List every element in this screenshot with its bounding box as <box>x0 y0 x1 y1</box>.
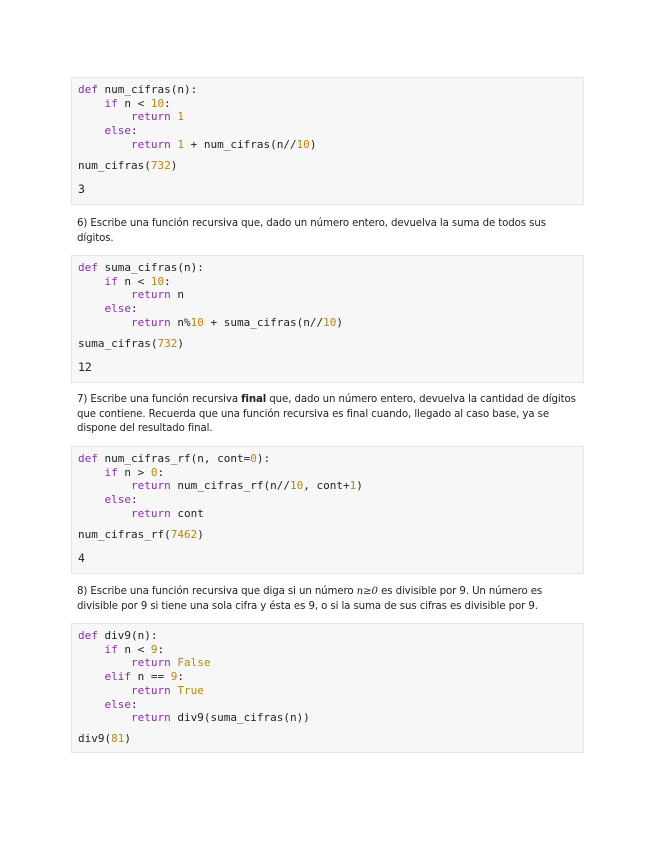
code-token: ) <box>177 336 184 350</box>
code-token <box>78 110 131 123</box>
code-keyword: def <box>78 261 98 274</box>
code-token: : <box>157 465 165 479</box>
code-line <box>78 732 131 745</box>
code-token <box>78 288 131 301</box>
code-token: ) <box>336 315 343 329</box>
code-keyword: else <box>104 493 131 507</box>
code-token: : <box>131 124 138 138</box>
code-line <box>78 507 204 520</box>
code-literal: 9 <box>170 670 178 684</box>
code-literal: 732 <box>150 158 171 172</box>
code-keyword: return <box>130 137 171 151</box>
code-line <box>78 698 138 711</box>
code-token: : <box>131 493 138 507</box>
code-token: ) <box>170 158 178 172</box>
exercise-8-text-a: 8) Escribe una función recursiva que diga si un número <box>77 586 357 597</box>
code-token: num_cifras_rf(n// <box>170 479 290 493</box>
cell-output: 12 <box>78 360 92 375</box>
code-line <box>78 261 204 274</box>
code-keyword: return <box>130 711 171 725</box>
code-token: cont <box>170 506 204 520</box>
code-token <box>78 670 105 683</box>
exercise-8-statement <box>77 585 577 614</box>
code-token: n <box>170 288 184 302</box>
code-token <box>78 124 105 137</box>
code-keyword: return <box>130 110 171 124</box>
code-call[interactable] <box>72 159 583 173</box>
code-token <box>78 316 131 329</box>
code-token <box>78 138 131 151</box>
code-keyword: if <box>104 642 118 656</box>
code-keyword: else <box>104 124 131 138</box>
code-token: ): <box>256 452 271 465</box>
code-line <box>78 316 343 329</box>
code-cell-div9[interactable] <box>71 623 584 753</box>
code-line <box>78 110 184 123</box>
code-line <box>78 466 164 479</box>
code-literal: 10 <box>150 274 165 288</box>
code-line <box>78 493 138 506</box>
code-token: ) <box>309 137 317 151</box>
code-token <box>78 493 105 506</box>
code-keyword: if <box>104 96 118 110</box>
code-cell-suma-cifras[interactable] <box>71 255 584 383</box>
code-keyword: return <box>130 315 171 329</box>
code-block[interactable] <box>72 624 583 725</box>
code-keyword: def <box>78 83 98 96</box>
code-literal: 1 <box>177 137 184 151</box>
code-token <box>78 643 105 656</box>
code-token: num_cifras( <box>78 158 151 172</box>
code-block[interactable] <box>72 78 583 152</box>
code-token: : <box>131 697 138 711</box>
exercise-7-text-b: que, dado un número entero, devuelva la cantidad de dígitos que contiene. Recuerda que una función recursiva es final cuando, llegado al caso base, ya se dispone del resultado final. <box>77 394 576 434</box>
code-token: + suma_cifras(n// <box>203 315 324 329</box>
code-token <box>78 507 131 520</box>
code-token: n% <box>170 315 191 329</box>
code-line <box>78 452 270 465</box>
cell-output: 3 <box>78 182 85 197</box>
code-literal: 0 <box>150 465 158 479</box>
code-literal: 10 <box>296 137 310 151</box>
code-literal: 81 <box>111 731 125 745</box>
code-literal: 732 <box>157 336 178 350</box>
code-literal: 9 <box>150 642 158 656</box>
code-cell-num-cifras[interactable] <box>71 77 584 205</box>
code-token: n < <box>117 96 151 110</box>
code-line <box>78 124 138 137</box>
code-token <box>78 698 105 711</box>
code-line <box>78 275 171 288</box>
code-token: , cont+ <box>303 479 350 493</box>
code-token: ) <box>197 527 204 541</box>
code-line <box>78 670 184 683</box>
code-token: n == <box>131 670 171 684</box>
code-line <box>78 711 310 724</box>
code-token <box>78 711 131 724</box>
code-token: div9(suma_cifras(n)) <box>170 711 310 725</box>
code-keyword: return <box>130 506 171 520</box>
code-keyword: def <box>78 452 98 465</box>
code-token: + num_cifras(n// <box>183 137 297 151</box>
code-token: num_cifras_rf( <box>78 527 171 541</box>
code-token <box>78 479 131 492</box>
code-literal: True <box>177 683 204 697</box>
code-keyword: if <box>104 274 118 288</box>
code-token: ) <box>124 731 131 745</box>
code-literal: 1 <box>349 479 357 493</box>
code-token <box>78 656 131 669</box>
code-token: suma_cifras(n): <box>97 261 204 274</box>
code-literal: 10 <box>190 315 204 329</box>
exercise-6-statement: 6) Escribe una función recursiva que, dado un número entero, devuelva la suma de todos sus dígitos. <box>77 218 546 244</box>
exercise-8-math: n≥0 <box>356 586 378 597</box>
code-line <box>78 288 184 301</box>
code-token: : <box>164 96 171 110</box>
code-token <box>78 466 105 479</box>
code-line <box>78 684 204 697</box>
code-token <box>78 302 105 315</box>
code-keyword: else <box>104 302 131 316</box>
code-literal: 0 <box>250 452 257 465</box>
cell-output: 4 <box>78 551 85 566</box>
code-token <box>78 97 105 110</box>
code-line <box>78 629 157 642</box>
code-literal: False <box>177 656 211 670</box>
code-line <box>78 479 363 492</box>
code-token: ) <box>356 479 363 493</box>
code-token: n > <box>117 465 151 479</box>
exercise-7-statement <box>77 393 577 437</box>
code-token: n < <box>117 274 151 288</box>
code-literal: 1 <box>177 110 184 124</box>
code-line <box>78 302 138 315</box>
code-token: num_cifras_rf(n, cont= <box>97 452 251 465</box>
code-keyword: elif <box>104 670 131 684</box>
code-cell-num-cifras-rf[interactable] <box>71 446 584 574</box>
code-keyword: return <box>130 288 171 302</box>
code-block[interactable] <box>72 447 583 521</box>
code-keyword: else <box>104 697 131 711</box>
code-block[interactable] <box>72 256 583 330</box>
code-line <box>78 643 164 656</box>
exercise-8-text-b: es divisible por 9. Un número es divisible por 9 si tiene una sola cifra y ésta es 9, o si la suma de sus cifras es divisible por 9. <box>77 586 543 612</box>
code-token: n < <box>117 642 151 656</box>
code-keyword: return <box>130 656 171 670</box>
code-call[interactable] <box>72 528 583 542</box>
code-keyword: def <box>78 629 98 642</box>
code-line <box>78 159 177 172</box>
code-token: div9(n): <box>97 629 158 642</box>
code-line <box>78 138 316 151</box>
code-token <box>78 684 131 697</box>
code-line <box>78 337 184 350</box>
code-token: suma_cifras( <box>78 336 158 350</box>
code-keyword: return <box>130 683 171 697</box>
code-token: num_cifras(n): <box>97 83 198 96</box>
code-call[interactable] <box>72 732 583 746</box>
code-literal: 10 <box>323 315 337 329</box>
code-token: : <box>157 642 165 656</box>
code-token: : <box>131 302 138 316</box>
code-keyword: if <box>104 465 118 479</box>
code-literal: 7462 <box>170 527 198 541</box>
code-line <box>78 83 197 96</box>
code-token: div9( <box>78 731 112 745</box>
code-token: : <box>164 274 171 288</box>
code-line <box>78 528 204 541</box>
code-keyword: return <box>130 479 171 493</box>
code-literal: 10 <box>289 479 304 493</box>
code-token: : <box>177 670 184 684</box>
code-call[interactable] <box>72 337 583 351</box>
code-literal: 10 <box>150 96 165 110</box>
exercise-7-text-a: 7) Escribe una función recursiva <box>77 394 242 405</box>
exercise-7-bold: final <box>241 394 267 405</box>
code-line <box>78 97 171 110</box>
code-token <box>78 275 105 288</box>
code-line <box>78 656 210 669</box>
